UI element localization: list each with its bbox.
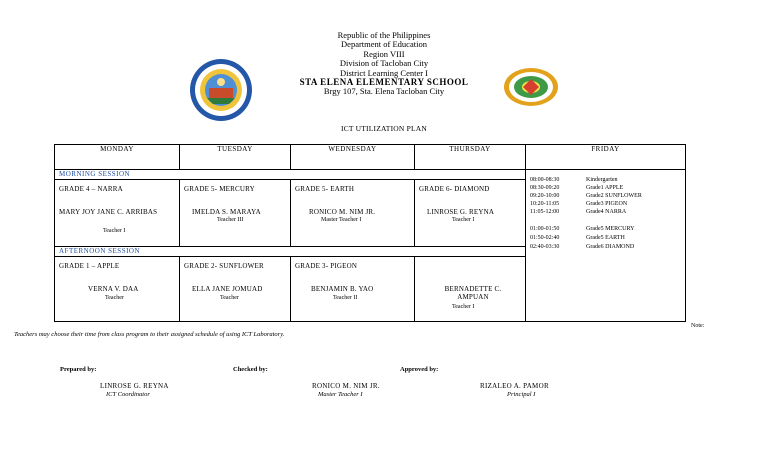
teacher-role: Teacher III [217, 217, 244, 223]
friday-afternoon-row: 01:00-01:50 Grade5 MERCURY [530, 226, 635, 232]
teacher-name: RONICO M. NIM JR. [309, 208, 376, 216]
prepared-by-role: ICT Coordinator [106, 391, 150, 398]
wednesday-morning-cell [291, 180, 415, 247]
day-header-wednesday: WEDNESDAY [291, 145, 415, 170]
header-line-2: Department of Education [341, 39, 427, 50]
friday-morning-row: 09:20-10:00 Grade2 SUNFLOWER [530, 193, 642, 199]
checked-by-name: RONICO M. NIM JR. [312, 382, 380, 390]
tuesday-morning-cell [180, 180, 291, 247]
approved-by-role: Principal I [507, 391, 536, 398]
teacher-name: LINROSE G. REYNA [427, 208, 495, 216]
thursday-morning-cell [415, 180, 526, 247]
teacher-name: VERNA V. DAA [88, 285, 139, 294]
note-label: Note: [691, 323, 705, 329]
thursday-afternoon-cell [415, 257, 526, 322]
footnote: Teachers may choose their time from class program to their assigned schedule of using ICT Laboratory. [14, 331, 285, 338]
friday-morning-row: 10:20-11:05 Grade3 PIGEON [530, 201, 628, 207]
prepared-by-name: LINROSE G. REYNA [100, 382, 169, 390]
friday-morning-row: 08:30-09:20 Grade1 APPLE [530, 185, 624, 191]
friday-morning-row: 08:00-08:30 Kindergarten [530, 177, 618, 183]
teacher-name: BENJAMIN B. YAO [311, 285, 374, 294]
checked-by-label: Checked by: [233, 366, 268, 373]
school-name: STA ELENA ELEMENTARY SCHOOL [299, 77, 469, 88]
teacher-role: Teacher I [103, 228, 126, 234]
wednesday-afternoon-cell [291, 257, 415, 322]
class-grade: GRADE 5- MERCURY [184, 185, 255, 193]
friday-afternoon-row: 02:40-03:30 Grade6 DIAMOND [530, 244, 635, 250]
prepared-by-label: Prepared by: [60, 366, 97, 373]
document-header [0, 31, 768, 97]
schedule-table [54, 144, 686, 322]
teacher-name: MARY JOY JANE C. ARRIBAS [59, 208, 158, 216]
day-header-friday: FRIDAY [526, 145, 686, 170]
tuesday-afternoon-cell [180, 257, 291, 322]
teacher-name: BERNADETTE C. AMPUAN [444, 285, 502, 302]
class-grade: GRADE 6- DIAMOND [419, 185, 490, 193]
school-address: Brgy 107, Sta. Elena Tacloban City [323, 86, 445, 97]
checked-by-role: Master Teacher I [318, 391, 363, 398]
teacher-role: Teacher [220, 295, 239, 302]
teacher-role: Teacher I [452, 304, 475, 311]
day-header-monday: MONDAY [55, 145, 180, 170]
teacher-name: ELLA JANE JOMUAD [192, 285, 263, 294]
header-line-1: Republic of the Philippines [337, 30, 431, 40]
monday-afternoon-cell [55, 257, 180, 322]
teacher-role: Teacher I [452, 217, 475, 223]
class-grade: GRADE 5- EARTH [295, 185, 355, 193]
class-grade: GRADE 3- PIGEON [295, 262, 358, 271]
teacher-role: Teacher [105, 295, 124, 302]
teacher-name: IMELDA S. MARAYA [192, 208, 261, 216]
afternoon-session-label: AFTERNOON SESSION [55, 247, 526, 257]
header-line-3: Region VIII [363, 48, 405, 59]
teacher-role: Master Teacher I [321, 217, 362, 223]
document-title: ICT UTILIZATION PLAN [341, 124, 427, 133]
friday-afternoon-row: 01:50-02:40 Grade5 EARTH [530, 235, 625, 241]
class-grade: GRADE 4 – NARRA [59, 185, 123, 193]
monday-morning-cell [55, 180, 180, 247]
class-grade: GRADE 2- SUNFLOWER [184, 262, 264, 271]
approved-by-name: RIZALEO A. PAMOR [480, 382, 549, 390]
day-header-tuesday: TUESDAY [180, 145, 291, 170]
header-line-4: Division of Tacloban City [339, 58, 429, 69]
approved-by-label: Approved by: [400, 366, 439, 373]
header-line-5: District Learning Center I [339, 67, 429, 78]
morning-session-label: MORNING SESSION [55, 170, 526, 180]
teacher-role: Teacher II [333, 295, 358, 302]
class-grade: GRADE 1 – APPLE [59, 262, 120, 271]
day-header-thursday: THURSDAY [415, 145, 526, 170]
friday-morning-row: 11:05-12:00 Grade4 NARRA [530, 209, 627, 215]
friday-schedule-cell [526, 170, 686, 322]
